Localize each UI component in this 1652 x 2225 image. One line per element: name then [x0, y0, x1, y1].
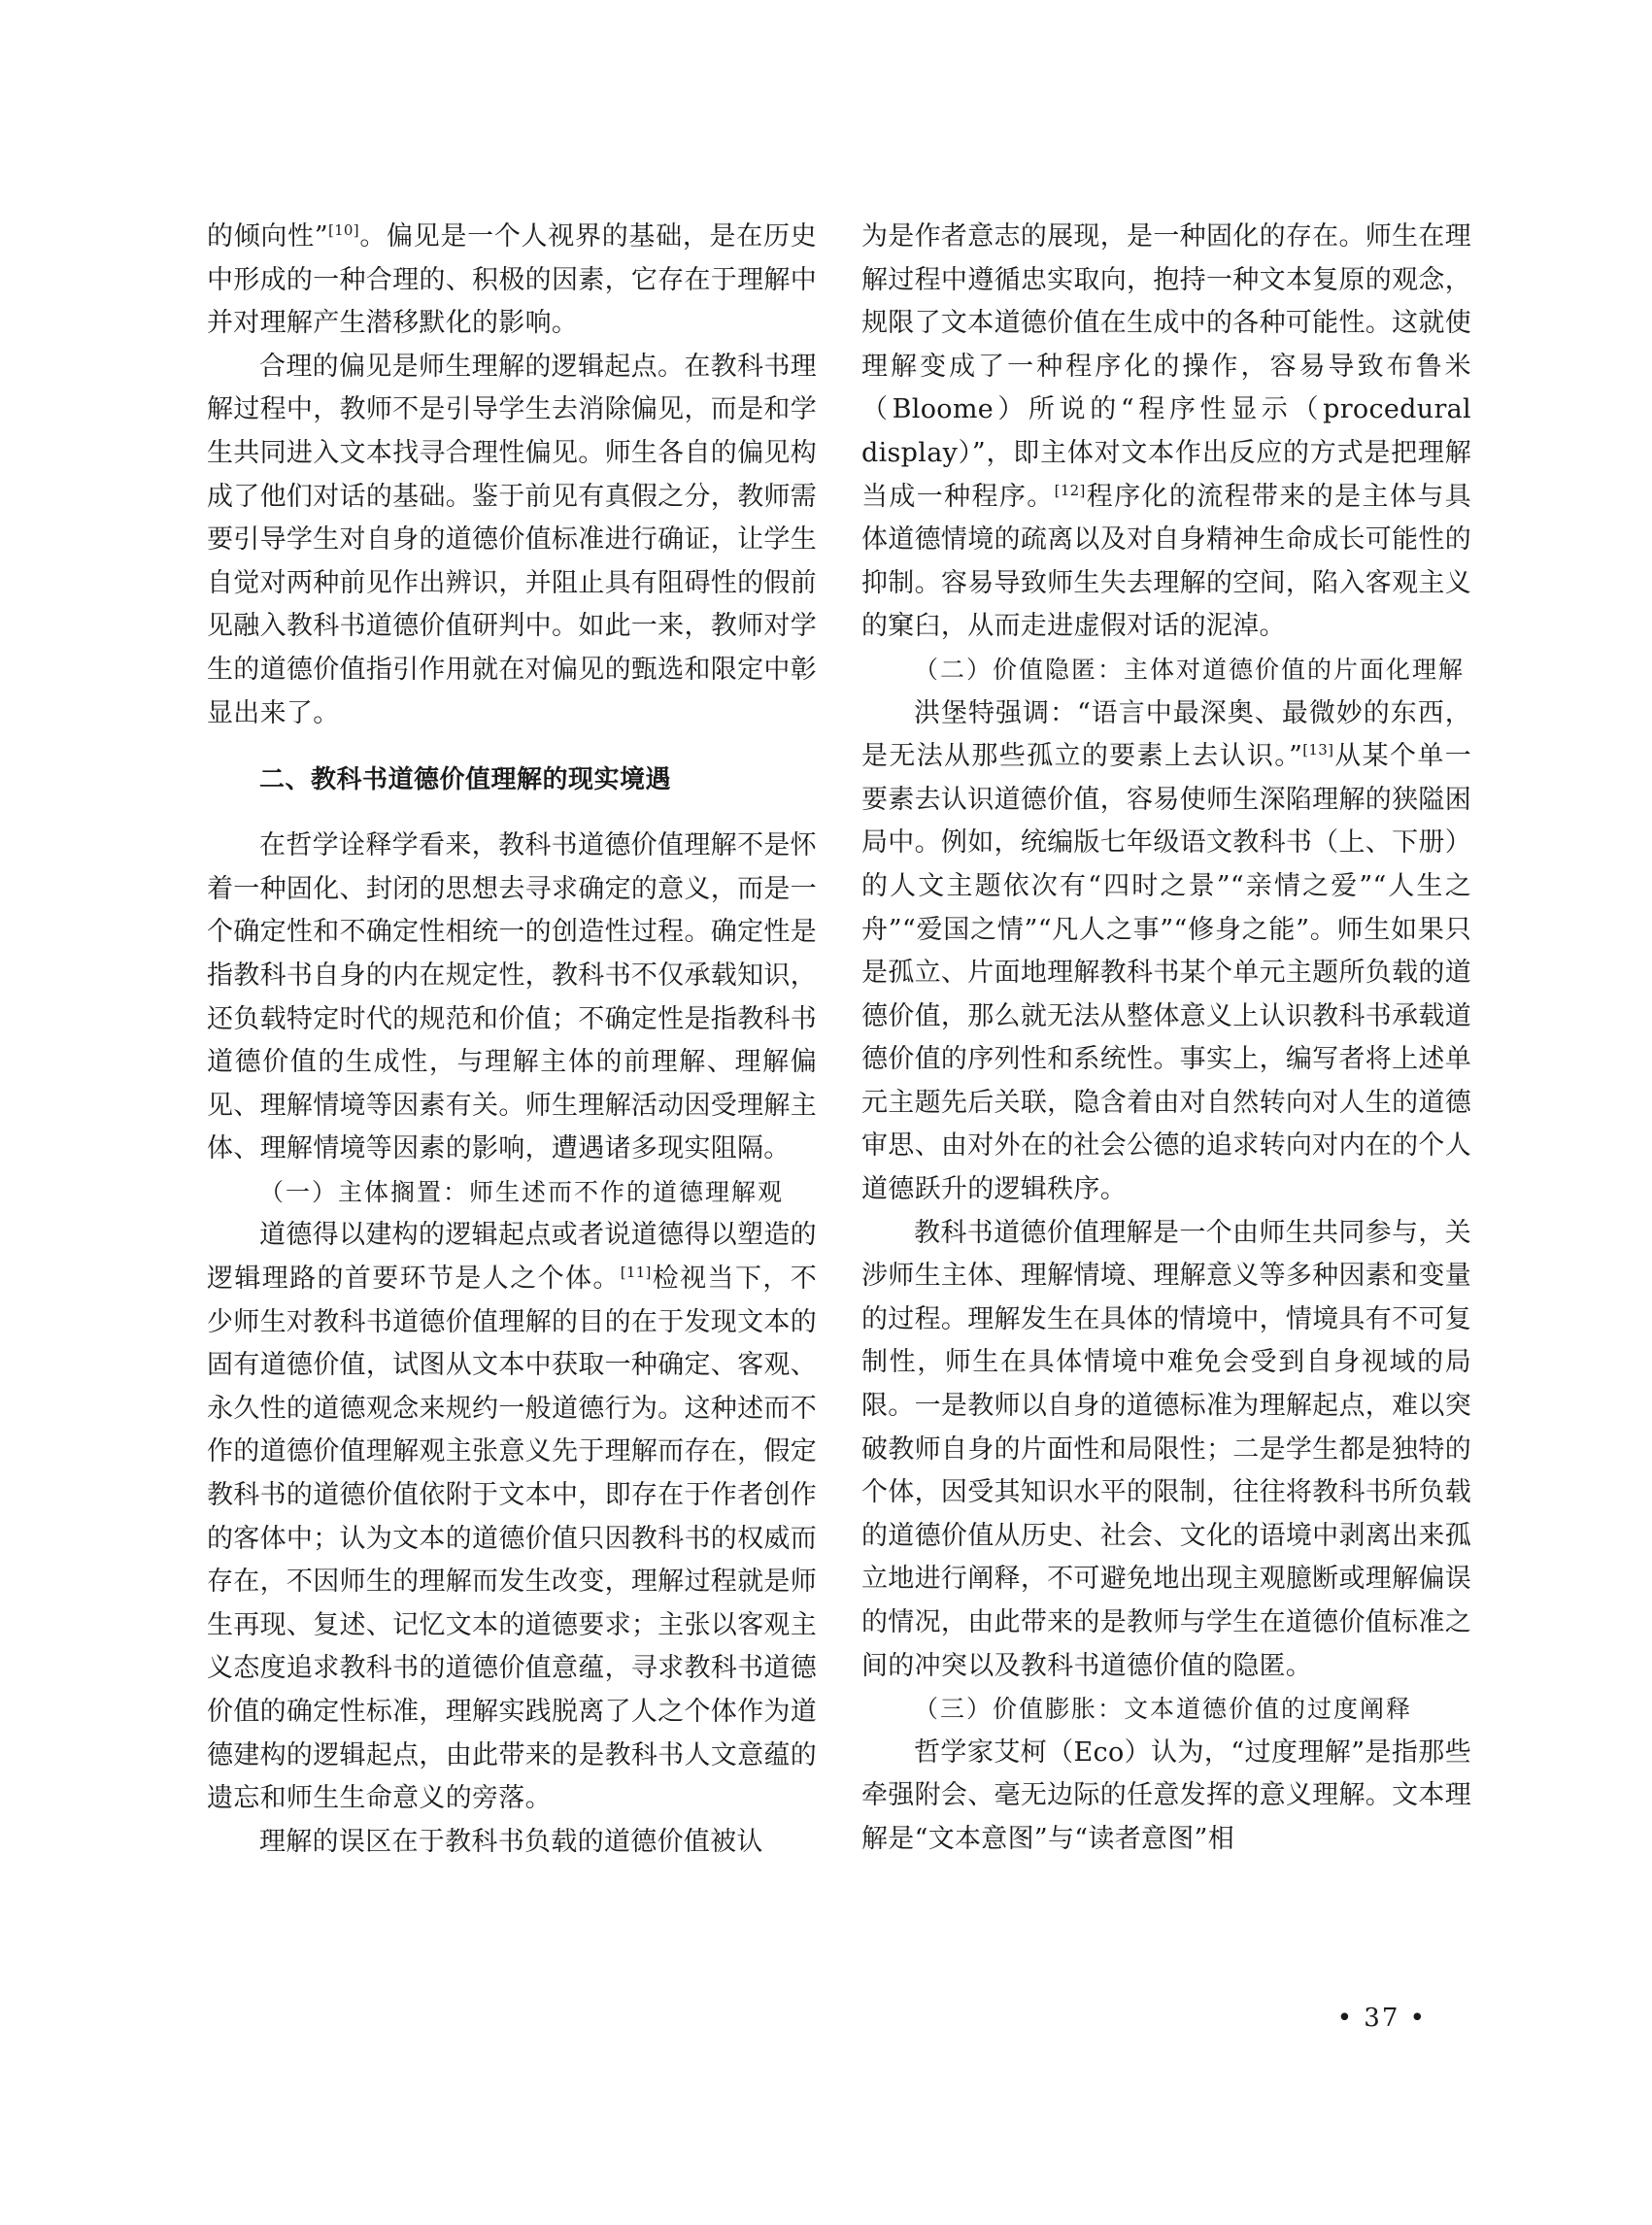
paragraph: 合理的偏见是师生理解的逻辑起点。在教科书理解过程中，教师不是引导学生去消除偏见，而是和学生共同进入文本找寻合理性偏见。师生各自的偏见构成了他们对话的基础。鉴于前见有真假之分，教师需要引导学生对自身的道德价值标准进行确证，让学生自觉对两种前见作出辨识，并阻止具有阻碍性的假前见融入教科书道德价值研判中。如此一来，教师对学生的道德价值指引作用就在对偏见的甄选和限定中彰显出来了。 — [207, 351, 817, 728]
paragraph: 为是作者意志的展现，是一种固化的存在。师生在理解过程中遵循忠实取向，抱持一种文本复原的观念，规限了文本道德价值在生成中的各种可能性。这就使理解变成了一种程序化的操作，容易导致布鲁米（Bloome）所说的“程序性显示（procedural display）”，即主体对文本作出反应的方式是把理解当成一种程序。[12]程序化的流程带来的是主体与具体道德情境的疏离以及对自身精神生命成长可能性的抑制。容易导致师生失去理解的空间，陷入客观主义的窠臼，从而走进虚假对话的泥淖。 — [861, 221, 1471, 642]
subsection-heading: （一）主体搁置：师生述而不作的道德理解观 — [259, 1177, 785, 1206]
right-column — [861, 216, 1471, 1862]
paragraph: 道德得以建构的逻辑起点或者说道德得以塑造的逻辑理路的首要环节是人之个体。[11]检视当下，不少师生对教科书道德价值理解的目的在于发现文本的固有道德价值，试图从文本中获取一种确定、客观、永久性的道德观念来规约一般道德行为。这种述而不作的道德价值理解观主张意义先于理解而存在，假定教科书的道德价值依附于文本中，即存在于作者创作的客体中；认为文本的道德价值只因教科书的权威而存在，不因师生的理解而发生改变，理解过程就是师生再现、复述、记忆文本的道德要求；主张以客观主义态度追求教科书的道德价值意蕴，寻求教科书道德价值的确定性标准，理解实践脱离了人之个体作为道德建构的逻辑起点，由此带来的是教科书人文意蕴的遗忘和师生生命意义的旁落。 — [207, 1220, 818, 1814]
paragraph: 在哲学诠释学看来，教科书道德价值理解不是怀着一种固化、封闭的思想去寻求确定的意义，而是一个确定性和不确定性相统一的创造性过程。确定性是指教科书自身的内在规定性，教科书不仅承载知识，还负载特定时代的规范和价值；不确定性是指教科书道德价值的生成性，与理解主体的前理解、理解偏见、理解情境等因素有关。师生理解活动因受理解主体、理解情境等因素的影响，遭遇诸多现实阻隔。 — [207, 830, 817, 1164]
paragraph: 洪堡特强调：“语言中最深奥、最微妙的东西，是无法从那些孤立的要素上去认识。”[13]从某个单一要素去认识道德价值，容易使师生深陷理解的狭隘困局中。例如，统编版七年级语文教科书（上、下册）的人文主题依次有“四时之景”“亲情之爱”“人生之舟”“爱国之情”“凡人之事”“修身之能”。师生如果只是孤立、片面地理解教科书某个单元主题所负载的道德价值，那么就无法从整体意义上认识教科书承载道德价值的序列性和系统性。事实上，编写者将上述单元主题先后关联，隐含着由对自然转向对人生的道德审思、由对外在的社会公德的追求转向对内在的个人道德跃升的逻辑秩序。 — [861, 697, 1472, 1205]
paragraph: 教科书道德价值理解是一个由师生共同参与，关涉师生主体、理解情境、理解意义等多种因素和变量的过程。理解发生在具体的情境中，情境具有不可复制性，师生在具体情境中难免会受到自身视域的局限。一是教师以自身的道德标准为理解起点，难以突破教师自身的片面性和局限性；二是学生都是独特的个体，因受其知识水平的限制，往往将教科书所负载的道德价值从历史、社会、文化的语境中剥离出来孤立地进行阐释，不可避免地出现主观臆断或理解偏误的情况，由此带来的是教师与学生在道德价值标准之间的冲突以及教科书道德价值的隐匿。 — [861, 1217, 1471, 1681]
subsection-heading: （三）价值膨胀：文本道德价值的过度阐释 — [914, 1695, 1413, 1724]
page-number: • 37 • — [1336, 2004, 1427, 2033]
section-heading: 二、教科书道德价值理解的现实境遇 — [259, 765, 672, 795]
paragraph: 哲学家艾柯（Eco）认为，“过度理解”是指那些牵强附会、毫无边际的任意发挥的意义理解。文本理解是“文本意图”与“读者意图”相 — [861, 1736, 1471, 1854]
paragraph: 理解的误区在于教科书负载的道德价值被认 — [259, 1826, 763, 1857]
left-column — [207, 216, 817, 1864]
paragraph: 的倾向性”[10]。偏见是一个人视界的基础，是在历史中形成的一种合理的、积极的因素，它存在于理解中并对理解产生潜移默化的影响。 — [207, 221, 817, 339]
subsection-heading: （二）价值隐匿：主体对道德价值的片面化理解 — [914, 655, 1466, 684]
